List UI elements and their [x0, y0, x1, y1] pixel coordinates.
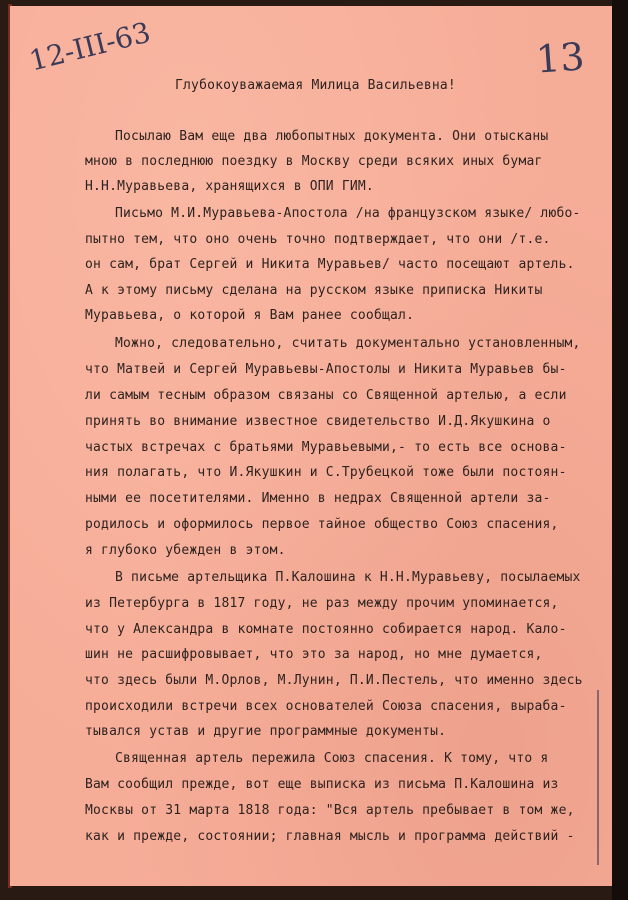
letter-line: что здесь были М.Орлов, М.Лунин, П.И.Пестель, что именно здесь	[85, 673, 583, 688]
letter-line: из Петербурга в 1817 году, не раз между прочим упоминается,	[85, 596, 559, 611]
letter-line: частых встречах с братьями Муравьевыми,- то есть все основа-	[85, 440, 567, 455]
letter-line: мною в последнюю поездку в Москву среди всяких иных бумаг	[85, 154, 543, 169]
letter-line: шин не расшифровывает, что это за народ, но мне думается,	[85, 647, 543, 662]
letter-line: принять во внимание известное свидетельство И.Д.Якушкина о	[85, 414, 551, 429]
letter-line: Муравьева, о которой я Вам ранее сообщал.	[85, 308, 415, 323]
letter-line: ными ее посетителями. Именно в недрах Священной артели за-	[85, 491, 551, 506]
letter-line: тывался устав и другие программные документы.	[85, 724, 447, 739]
letter-line: ния полагать, что И.Якушкин и С.Трубецкой тоже были постоян-	[85, 465, 567, 480]
letter-line: В письме артельщика П.Калошина к Н.Н.Муравьеву, посылаемых	[115, 570, 581, 585]
letter-line: я глубоко убежден в этом.	[85, 543, 286, 558]
margin-pen-mark	[597, 690, 599, 865]
scan-border	[612, 0, 628, 900]
letter-salutation: Глубокоуважаемая Милица Васильевна!	[175, 78, 456, 93]
letter-line: происходили встречи всех основателей Союза спасения, выраба-	[85, 699, 567, 714]
letter-line: А к этому письму сделана на русском языке приписка Никиты	[85, 283, 543, 298]
letter-line: Священная артель пережила Союз спасения. К тому, что я	[115, 751, 549, 766]
handwritten-page-number: 13	[534, 34, 586, 82]
letter-line: Н.Н.Муравьева, хранящихся в ОПИ ГИМ.	[85, 179, 374, 194]
letter-line: Письмо М.И.Муравьева-Апостола /на французском языке/ любо-	[115, 206, 581, 221]
letter-line: родилось и оформилось первое тайное общество Союз спасения,	[85, 517, 559, 532]
letter-line: что Матвей и Сергей Муравьевы-Апостолы и Никита Муравьев бы-	[85, 362, 567, 377]
letter-line: что у Александра в комнате постоянно собирается народ. Кало-	[85, 622, 567, 637]
letter-line: Москвы от 31 марта 1818 года: "Вся артель пребывает в том же,	[85, 803, 575, 818]
letter-line: ли самым тесным образом связаны со Священной артелью, а если	[85, 388, 567, 403]
letter-line: Посылаю Вам еще два любопытных документа. Они отысканы	[115, 129, 549, 144]
letter-line: Вам сообщил прежде, вот еще выписка из письма П.Калошина из	[85, 777, 559, 792]
letter-line: Можно, следовательно, считать документально установленным,	[115, 336, 581, 351]
letter-line: пытно тем, что оно очень точно подтверждает, что они /т.е.	[85, 232, 551, 247]
handwritten-date-annotation: 12-III-63	[26, 15, 154, 78]
letter-line: он сам, брат Сергей и Никита Муравьев/ часто посещают артель.	[85, 257, 575, 272]
letter-line: как и прежде, состоянии; главная мысль и программа действий -	[85, 829, 575, 844]
